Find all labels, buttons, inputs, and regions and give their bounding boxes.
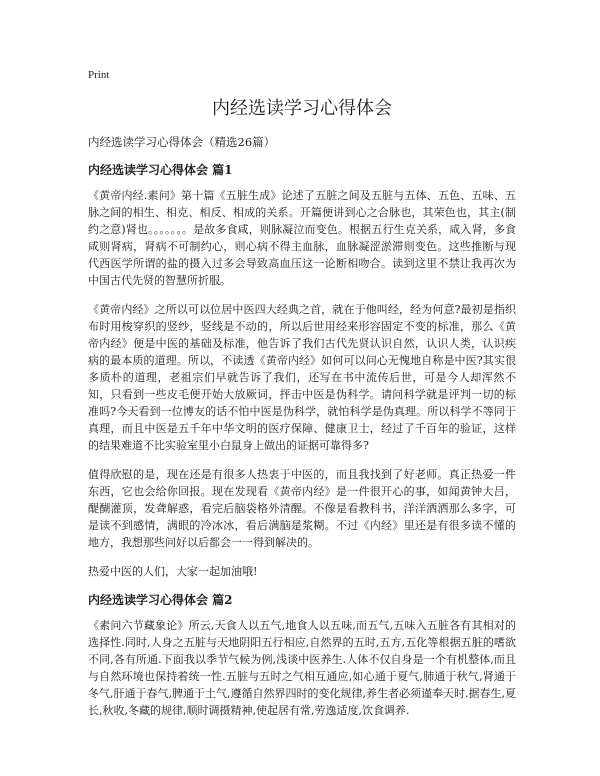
print-label: Print (88, 69, 110, 81)
paragraph: 《黄帝内经.素问》第十篇《五脏生成》论述了五脏之间及五脏与五体、五色、五味、五脉之间的相生、相克、相反、相成的关系。开篇便讲到心之合脉也，其荣色也，其主(制约之意)肾也。。。。。。。是故多食咸，则脉凝泣而变色。根据五行生克关系，咸入肾，多食咸则肾病，肾病不可制约心，则心病不得主血脉，血脉凝涩淤滞则变色。这些推断与现代西医学所谓的盐的摄入过多会导致高血压这一论断相吻合。读到这里不禁让我再次为中国古代先贤的智慧所折服。 (88, 189, 516, 287)
document-subtitle: 内经选读学习心得体会（精选26篇） (88, 135, 276, 149)
section-heading: 内经选读学习心得体会 篇2 (88, 593, 233, 607)
section-1 (88, 162, 516, 580)
paragraph: 《黄帝内经》之所以可以位居中医四大经典之首，就在于他叫经，经为何意?最初是指织布时用梭穿织的竖纱，竖线是不动的，所以后世用经来形容固定不变的标准，那么《黄帝内经》便是中医的基础及标准，他告诉了我们古代先贤认识自然，认识人类，认识疾病的最本质的道理。所以，不读透《黄帝内经》如何可以问心无愧地自称是中医?其实很多质朴的道理，老祖宗们早就告诉了我们，还写在书中流传后世，可是今人却浑然不知，只看到一些皮毛便开始大放厥词，抨击中医是伪科学。请问科学就是评判一切的标准吗?今天看到一位博友的话不怕中医是伪科学，就怕科学是伪真理。所以科学不等同于真理，而且中医是五千年中华文明的医疗保障、健康卫士，经过了千百年的验证，这样的结果难道不比实验室里小白鼠身上做出的证据可靠得多? (88, 303, 516, 452)
section-2 (88, 592, 516, 719)
paragraph: 热爱中医的人们，大家一起加油哦! (88, 565, 258, 578)
section-heading: 内经选读学习心得体会 篇1 (88, 163, 233, 177)
document-page (88, 68, 516, 731)
paragraph: 《素问六节藏象论》所云,天食人以五气,地食人以五味,而五气,五味入五脏各有其相对的选择性.同时,人身之五脏与天地阴阳五行相应,自然界的五时,五方,五化等根据五脏的嗜欲不同,各有所通.下面我以季节气候为例,浅谈中医养生.人体不仅自身是一个有机整体,而且与自然环境也保持着统一性.五脏与五时之气相互通应,如心通于夏气,肺通于秋气,肾通于冬气,肝通于春气,脾通于土气,遵循自然界四时的变化规律,养生者必须谨奉天时.据春生,夏长,秋收,冬藏的规律,顺时调摄精神,使起居有常,劳逸适度,饮食调养. (88, 619, 516, 717)
paragraph: 值得欣慰的是，现在还是有很多人热衷于中医的，而且我找到了好老师。真正热爱一件东西，它也会给你回报。现在发现看《黄帝内经》是一件很开心的事，如闻黄钟大吕，醍醐灌顶，发聋解惑，看完后脑袋格外清醒。不像是看教科书，洋洋洒洒那么多字，可是读不到感情，满眼的冷冰冰，看后满脑是浆糊。不过《内经》里还是有很多读不懂的地方，我想那些问好以后都会一一得到解决的。 (88, 468, 516, 549)
document-title: 内经选读学习心得体会 (212, 98, 392, 119)
